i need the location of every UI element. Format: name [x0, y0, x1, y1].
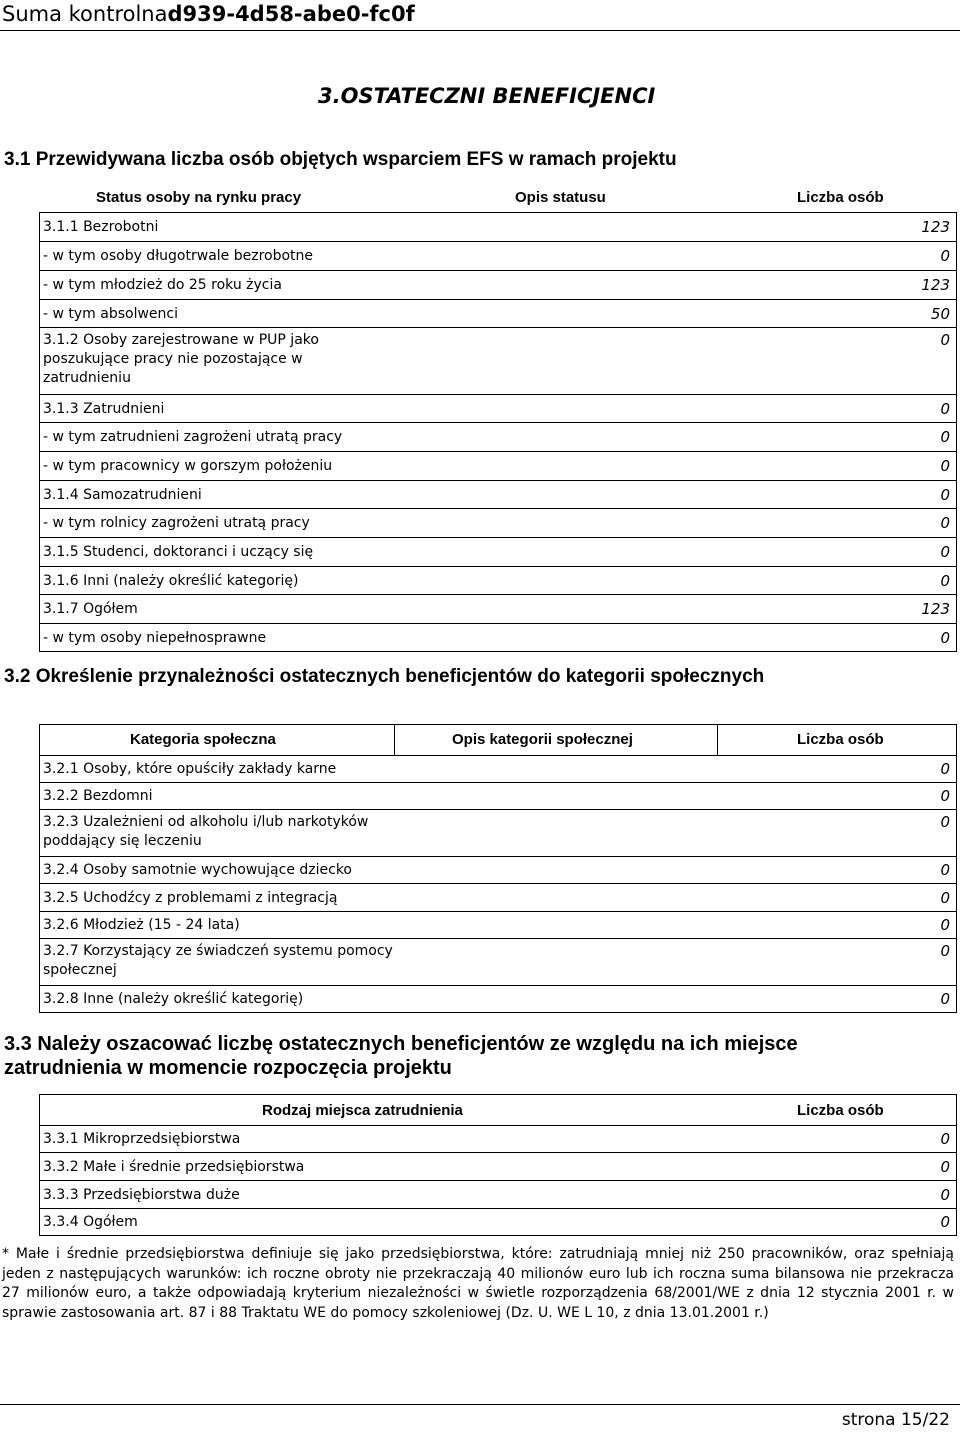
- row-label: 3.1.3 Zatrudnieni: [43, 401, 165, 417]
- row-value: 0: [940, 331, 950, 349]
- page-title: 3.OSTATECZNI BENEFICJENCI: [318, 84, 656, 108]
- row-value: 0: [940, 861, 950, 879]
- table-header-cell: Liczba osób: [797, 1102, 884, 1119]
- row-value: 0: [940, 916, 950, 934]
- row-label: 3.3.3 Przedsiębiorstwa duże: [43, 1187, 240, 1203]
- row-label: - w tym absolwenci: [43, 306, 179, 322]
- row-value: 0: [940, 889, 950, 907]
- row-label: - w tym rolnicy zagrożeni utratą pracy: [43, 515, 310, 531]
- checksum-value: d939-4d58-abe0-fc0f: [167, 2, 415, 26]
- row-value: 123: [921, 218, 950, 236]
- row-label: 3.2.7 Korzystający ze świadczeń systemu pomocy społecznej: [43, 943, 393, 978]
- col-head-liczba: Liczba osób: [797, 189, 884, 206]
- row-label: - w tym zatrudnieni zagrożeni utratą pracy: [43, 429, 343, 445]
- table-header-row: [40, 1095, 956, 1125]
- table-zatrudnienie: [39, 1094, 957, 1236]
- table-row: [40, 911, 956, 938]
- row-value: 0: [940, 1130, 950, 1148]
- row-value: 0: [940, 457, 950, 475]
- section-3-2-title: 3.2 Określenie przynależności ostatecznych beneficjentów do kategorii społecznych: [4, 666, 765, 687]
- row-label: 3.1.7 Ogółem: [43, 601, 138, 617]
- header-divider: [0, 30, 960, 31]
- table-row: [40, 508, 956, 537]
- row-label: 3.3.1 Mikroprzedsiębiorstwa: [43, 1131, 241, 1147]
- row-value: 0: [940, 1158, 950, 1176]
- row-value: 0: [940, 942, 950, 960]
- table-header-cell: Liczba osób: [797, 731, 884, 748]
- table-row: [40, 394, 956, 422]
- row-label: - w tym pracownicy w gorszym położeniu: [43, 458, 333, 474]
- section-3-3-title: 3.3 Należy oszacować liczbę ostatecznych beneficjentów ze względu na ich miejsce zatrudnienia w momencie rozpoczęcia projektu: [4, 1033, 798, 1079]
- row-value: 0: [940, 787, 950, 805]
- table-row: [40, 327, 956, 394]
- table-row: [40, 985, 956, 1012]
- row-value: 0: [940, 486, 950, 504]
- table-row: [40, 809, 956, 856]
- row-label: 3.2.5 Uchodźcy z problemami z integracją: [43, 890, 338, 906]
- row-value: 0: [940, 514, 950, 532]
- row-label: 3.2.1 Osoby, które opuściły zakłady karne: [43, 761, 337, 777]
- row-label: - w tym osoby długotrwale bezrobotne: [43, 248, 314, 264]
- col-head-status: Status osoby na rynku pracy: [96, 189, 302, 206]
- row-label: 3.1.6 Inni (należy określić kategorię): [43, 573, 299, 589]
- footnote: * Małe i średnie przedsiębiorstwa definiuje się jako przedsiębiorstwa, które: zatrudniają mniej niż 250 pracowników, oraz spełniają jeden z następujących warunków: ich roczne obroty nie przekraczają 40 milionów euro lub ich roczna suma bilansowa nie przekracza 27 milionów euro, a także odpowiadają kryterium niezależności w świetle rozporządzenia 68/2001/WE z dnia 12 stycznia 2001 r. w sprawie zastosowania art. 87 i 88 Traktatu WE do pomocy szkoleniowej (Dz. U. WE L 10, z dnia 13.01.2001 r.): [2, 1246, 954, 1321]
- table-row: [40, 1208, 956, 1235]
- row-value: 0: [940, 1186, 950, 1204]
- table-row: [40, 594, 956, 623]
- table-header-cell: Rodzaj miejsca zatrudnienia: [262, 1102, 463, 1119]
- table-row: [40, 299, 956, 327]
- row-value: 0: [940, 813, 950, 831]
- row-label: 3.2.8 Inne (należy określić kategorię): [43, 991, 304, 1007]
- row-value: 0: [940, 572, 950, 590]
- page-number: strona 15/22: [841, 1410, 950, 1430]
- table-row: [40, 1152, 956, 1180]
- row-value: 0: [940, 400, 950, 418]
- checksum-header: [2, 2, 415, 26]
- table-row: [40, 537, 956, 566]
- row-value: 0: [940, 1213, 950, 1231]
- table-row: [40, 480, 956, 508]
- table-row: [40, 883, 956, 911]
- table-status: [39, 212, 957, 652]
- column-divider: [717, 725, 718, 755]
- column-divider: [394, 725, 395, 755]
- table-kategorie: [39, 724, 957, 1013]
- table-row: [40, 241, 956, 270]
- row-label: 3.1.2 Osoby zarejestrowane w PUP jako poszukujące pracy nie pozostające w zatrudnieniu: [43, 332, 319, 386]
- checksum-prefix: Suma kontrolna: [2, 2, 168, 26]
- table-row: [40, 566, 956, 594]
- row-value: 123: [921, 600, 950, 618]
- col-head-opis: Opis statusu: [515, 189, 606, 206]
- table-row: [40, 755, 956, 782]
- row-label: 3.1.1 Bezrobotni: [43, 219, 159, 235]
- table-row: [40, 782, 956, 809]
- row-value: 0: [940, 629, 950, 647]
- row-value: 0: [940, 428, 950, 446]
- row-label: - w tym osoby niepełnosprawne: [43, 630, 267, 646]
- table-row: [40, 1180, 956, 1208]
- table-row: [40, 938, 956, 985]
- row-label: 3.1.5 Studenci, doktoranci i uczący się: [43, 544, 314, 560]
- table-row: [40, 856, 956, 883]
- row-label: 3.2.2 Bezdomni: [43, 788, 153, 804]
- row-value: 0: [940, 760, 950, 778]
- row-value: 0: [940, 990, 950, 1008]
- table-row: [40, 1125, 956, 1152]
- row-label: 3.2.6 Młodzież (15 - 24 lata): [43, 917, 240, 933]
- row-label: 3.3.4 Ogółem: [43, 1214, 138, 1230]
- row-value: 0: [940, 247, 950, 265]
- footer-divider: [0, 1404, 960, 1405]
- row-value: 123: [921, 276, 950, 294]
- row-label: 3.3.2 Małe i średnie przedsiębiorstwa: [43, 1159, 305, 1175]
- table-row: [40, 623, 956, 651]
- row-value: 0: [940, 543, 950, 561]
- table-row: [40, 213, 956, 241]
- section-3-1-title: 3.1 Przewidywana liczba osób objętych wsparciem EFS w ramach projektu: [4, 149, 677, 170]
- table-row: [40, 270, 956, 299]
- table-row: [40, 451, 956, 480]
- table-header-cell: Kategoria społeczna: [130, 731, 276, 748]
- row-value: 50: [930, 305, 950, 323]
- row-label: 3.1.4 Samozatrudnieni: [43, 487, 202, 503]
- row-label: 3.2.3 Uzależnieni od alkoholu i/lub narkotyków poddający się leczeniu: [43, 814, 369, 849]
- table-row: [40, 422, 956, 451]
- table-header-row: [40, 725, 956, 755]
- table-header-cell: Opis kategorii społecznej: [452, 731, 633, 748]
- row-label: 3.2.4 Osoby samotnie wychowujące dziecko: [43, 862, 352, 878]
- row-label: - w tym młodzież do 25 roku życia: [43, 277, 282, 293]
